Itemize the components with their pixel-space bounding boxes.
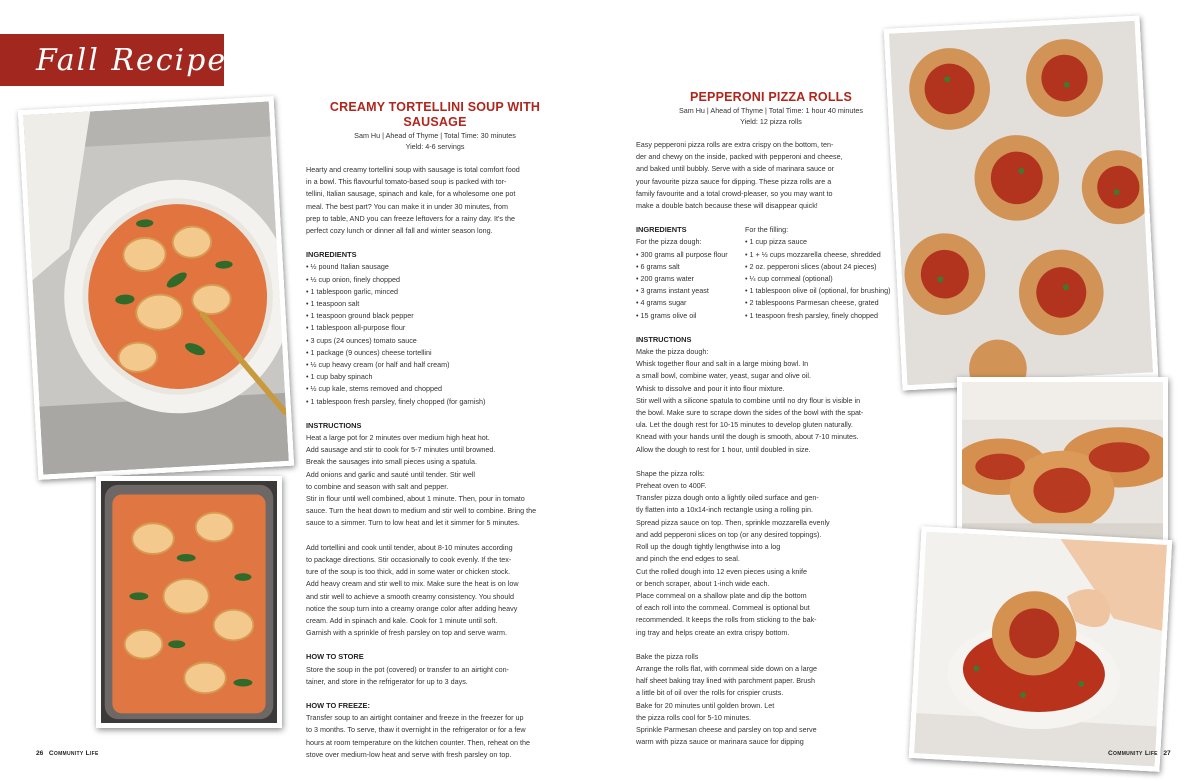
pizza-yield: Yield: 12 pizza rolls [740,117,802,126]
pizza-instructions-heading: INSTRUCTIONS [636,334,692,344]
right-magazine-name: Community Life [1108,750,1158,757]
pizza-title: PEPPERONI PIZZA ROLLS [689,90,853,104]
pizza-article [636,90,906,748]
list-item: • ½ cup kale, stems removed and chopped [306,384,442,394]
dough-heading: For the pizza dough: [636,237,702,247]
text-line: to 3 months. To serve, thaw it overnight in the refrigerator or for a few [306,725,526,735]
text-line: Transfer pizza dough onto a lightly oiled surface and gen- [636,493,819,503]
text-line: Sprinkle Parmesan cheese and parsley on top and serve [636,724,817,734]
text-line: Transfer soup to an airtight container and freeze in the freezer for up [306,713,524,723]
text-line: hours at room temperature on the kitchen counter. Then, reheat on the [306,737,531,747]
text-line: Add heavy cream and stir well to mix. Make sure the heat is on low [306,579,519,589]
text-line: tainer, and store in the refrigerator for up to 3 days. [306,676,468,686]
pizza-ingredients-heading: INGREDIENTS [636,225,687,235]
text-line: Bake the pizza rolls [636,651,699,661]
list-item: • 4 grams sugar [636,298,687,308]
text-line: to package directions. Stir occasionally to cook evenly. If the tex- [306,554,512,564]
text-line: or bench scraper, about 1-inch wide each. [636,578,770,588]
left-folio [36,750,99,757]
text-line: Shape the pizza rolls: [636,468,705,478]
soup-instructions-part2 [306,542,564,640]
soup-ingredients-heading: INGREDIENTS [306,250,357,260]
right-page-number: 27 [1163,750,1171,757]
text-line: perfect cozy lunch or dinner all fall and winter season long. [306,226,493,236]
text-line: warm with pizza sauce or marinara sauce for dipping [636,737,804,747]
text-line: cream. Add in spinach and kale. Cook for 1 minute until soft. [306,615,498,625]
text-line: in a bowl. This flavourful tomato-based soup is packed with tor- [306,177,507,187]
list-item: • 3 grams instant yeast [636,286,709,296]
list-item: • 1 + ½ cups mozzarella cheese, shredded [745,249,881,259]
text-line: ture of the soup is too thick, add in some water or chicken stock. [306,567,511,577]
filling-heading: For the filling: [745,225,789,235]
text-line: the pizza rolls cool for 5-10 minutes. [636,712,752,722]
text-line: prep to table, AND you can freeze leftovers for a rainy day. It's the [306,213,515,223]
text-line: Place cornmeal on a shallow plate and dip the bottom [636,590,807,600]
soup-yield: Yield: 4-6 servings [405,142,465,151]
pizza-rolls-tray-photo [884,16,1159,391]
text-line: tellini, Italian sausage, spinach and kale, for a wholesome one pot [306,189,516,199]
text-line: Whisk to dissolve and pour it into flour mixture. [636,383,785,393]
list-item: • 200 grams water [636,274,695,284]
text-line: and add pepperoni slices on top (or any desired toppings). [636,529,822,539]
list-item: • ½ cup onion, finely chopped [306,274,401,284]
soup-article [306,100,564,761]
soup-instructions-part1 [306,432,564,530]
text-line: Preheat oven to 400F. [636,481,707,491]
text-line: Hearty and creamy tortellini soup with sausage is total comfort food [306,165,520,174]
pizza-intro [636,139,906,212]
list-item: • 2 oz. pepperoni slices (about 24 pieces) [745,261,877,271]
soup-bowl-photo [18,96,294,480]
text-line: and baked until bubbly. Serve with a side of marinara sauce or [636,164,835,174]
list-item: • 1 teaspoon fresh parsley, finely chopped [745,310,879,320]
text-line: half sheet baking tray lined with parchment paper. Brush [636,676,815,686]
text-line: Whisk together flour and salt in a large mixing bowl. In [636,359,809,369]
soup-freeze-heading: HOW TO FREEZE: [306,700,370,710]
list-item: • 1 tablespoon olive oil (optional, for brushing) [745,286,891,296]
banner-title: Fall Recipes [36,43,245,78]
soup-store-text [306,664,564,688]
list-item: • 1 cup pizza sauce [745,237,808,247]
right-folio [1108,750,1171,757]
text-line: Arrange the rolls flat, with cornmeal side down on a large [636,663,817,673]
list-item: • 1 tablespoon garlic, minced [306,286,399,296]
text-line: Heat a large pot for 2 minutes over medium high heat hot. [306,433,490,443]
pizza-ingredients [636,224,906,322]
text-line: your favourite pizza sauce for dipping. These pizza rolls are a [636,176,832,186]
text-line: Stir in flour until well combined, about 1 minute. Then, pour in tomato [306,494,525,504]
text-line: Bake for 20 minutes until golden brown. Let [636,700,775,710]
soup-ingredients-list [306,261,564,407]
text-line: of each roll into the cornmeal. Cornmeal is optional but [636,603,810,613]
list-item: • 1 tablespoon all-purpose flour [306,323,406,333]
list-item: • 2 tablespoons Parmesan cheese, grated [745,298,879,308]
text-line: Break the sausages into small pieces using a spatula. [306,457,478,467]
text-line: recommended. It keeps the rolls from sticking to the bak- [636,615,817,625]
text-line: Make the pizza dough: [636,347,709,357]
left-page-number: 26 [36,750,44,757]
text-line: sauce. Turn the heat down to medium and stir well to combine. Bring the [306,506,537,516]
text-line: Roll up the dough tightly lengthwise into a log [636,542,781,552]
soup-intro [306,164,564,237]
text-line: meal. The best part? You can make it in under 30 minutes, from [306,201,509,211]
pizza-bake [636,651,906,749]
text-line: Add onions and garlic and sauté until tender. Stir well [306,469,476,479]
text-line: notice the soup turn into a creamy orange color after adding heavy [306,603,518,613]
list-item: • 3 cups (24 ounces) tomato sauce [306,335,417,345]
soup-title: CREAMY TORTELLINI SOUP WITH SAUSAGE [329,100,541,129]
text-line: sauce to a simmer. Turn to low heat and let it simmer for 5 minutes. [306,518,520,528]
list-item: • 1 teaspoon ground black pepper [306,311,414,321]
text-line: Store the soup in the pot (covered) or transfer to an airtight con- [306,664,509,674]
text-line: Knead with your hands until the dough is smooth, about 7-10 minutes. [636,432,859,442]
section-banner [0,34,245,86]
soup-pot-photo [96,476,282,728]
text-line: a little bit of oil over the rolls for crispier crusts. [636,688,784,698]
text-line: the bowl. Make sure to scrape down the sides of the bowl with the spat- [636,408,864,418]
text-line: Garnish with a sprinkle of fresh parsley on top and serve warm. [306,628,507,638]
left-magazine-name: Community Life [48,750,99,757]
pizza-roll-dip-photo [909,526,1173,772]
pizza-rolls-closeup-photo [957,377,1168,549]
text-line: Stir well with a silicone spatula to combine until no dry flour is visible in [636,395,861,405]
list-item: • 15 grams olive oil [636,310,697,320]
text-line: to combine and season with salt and pepper. [306,481,449,491]
text-line: family favourite and a total crowd-pleaser, so you may want to [636,188,833,198]
text-line: a small bowl, combine water, yeast, sugar and olive oil. [636,371,811,381]
list-item: • 300 grams all purpose flour [636,249,728,259]
text-line: Spread pizza sauce on top. Then, sprinkle mozzarella evenly [636,517,830,527]
text-line: Easy pepperoni pizza rolls are extra crispy on the bottom, ten- [636,140,834,149]
pizza-meta: Sam Hu | Ahead of Thyme | Total Time: 1 hour 40 minutes [678,106,864,115]
list-item: • ½ pound Italian sausage [306,262,389,272]
list-item: • 1 teaspoon salt [306,299,360,309]
soup-instructions-heading: INSTRUCTIONS [306,420,362,430]
list-item: • 6 grams salt [636,261,680,271]
text-line: and stir well to achieve a smooth creamy consistency. You should [306,591,515,601]
list-item: • 1 package (9 ounces) cheese tortellini [306,347,432,357]
list-item: • ¼ cup cornmeal (optional) [745,274,833,284]
soup-meta: Sam Hu | Ahead of Thyme | Total Time: 30 minutes [354,131,516,140]
text-line: Add tortellini and cook until tender, about 8-10 minutes according [306,542,513,552]
pizza-shape [636,468,906,639]
pizza-make-dough [636,346,906,456]
text-line: ing tray and helps create an extra crispy bottom. [636,627,790,637]
list-item: • 1 tablespoon fresh parsley, finely chopped (for garnish) [306,396,486,406]
text-line: stove over medium-low heat and serve with fresh parsley on top. [306,749,512,759]
text-line: Add sausage and stir to cook for 5-7 minutes until browned. [306,445,496,455]
text-line: and pinch the end edges to seal. [636,554,740,564]
text-line: Allow the dough to rest for 1 hour, until doubled in size. [636,444,811,454]
text-line: Cut the rolled dough into 12 even pieces using a knife [636,566,808,576]
soup-freeze-text [306,712,564,761]
text-line: der and chewy on the inside, packed with pepperoni and cheese, [636,152,843,162]
text-line: tly flatten into a 10x14-inch rectangle using a rolling pin. [636,505,813,515]
list-item: • ½ cup heavy cream (or half and half cream) [306,360,450,370]
soup-store-heading: HOW TO STORE [306,652,364,662]
text-line: make a double batch because these will disappear quick! [636,201,818,211]
list-item: • 1 cup baby spinach [306,372,373,382]
text-line: ula. Let the dough rest for 10-15 minutes to develop gluten naturally. [636,420,853,430]
